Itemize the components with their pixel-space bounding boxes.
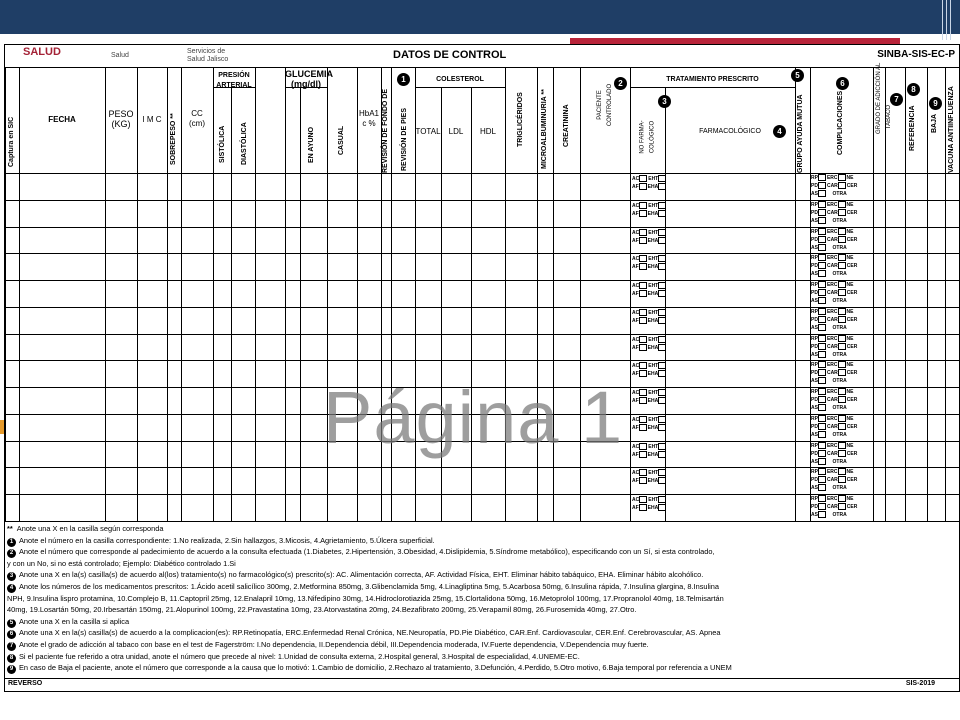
no-farma-checks[interactable]: AC EHT AF EHA — [632, 282, 667, 298]
instruction-line — [7, 594, 724, 603]
instruction-line — [7, 570, 703, 581]
instruction-text: En caso de Baja el paciente, anote el número que corresponde a la causa que lo motivó: 1.Cambio de domicilio, 2.Rechazo al tratamiento, 3.Defunción, 4.Perdido, 5.Otro motivo, 6.Baja temporal por referencia a UNEM — [19, 663, 732, 673]
grid-column-line — [213, 67, 214, 521]
vacuna-header: VACUNA ANTIINFLUENZA — [948, 86, 955, 173]
slide-top-bar — [0, 0, 960, 34]
page-watermark: Página 1 — [323, 376, 624, 459]
instruction-text: Anote una X en la(s) casilla(s) de acuerdo al(los) tratamiento(s) no farmacológico(s) prescrito(s): AC. Alimentación correcta, AF. Actividad Física, EHT. Eliminar hábito tabáquico, EHA. Eliminar hábito alcohólico. — [19, 570, 704, 580]
form-footer — [5, 678, 959, 691]
form-title: DATOS DE CONTROL — [393, 49, 507, 61]
grid-column-line — [167, 67, 168, 521]
complications-checks[interactable]: RP ERC NE PD CAR CER AS OTRA — [811, 468, 858, 491]
instruction-text: Anote el número que corresponde al padecimiento de acuerdo a la consulta efectuada (1.Diabetes, 2.Hipertensión, 3.Obesidad, 4.Dislipidemia, 5.Síndrome metabólico), especificando con un Sí, si esta controlado, — [19, 547, 715, 557]
fondo-ojo-header: REVISIÓN DE FONDO DE — [382, 88, 389, 173]
instructions-section — [5, 521, 959, 682]
ayuno-header: EN AYUNO — [308, 126, 315, 163]
control-data-form — [4, 44, 960, 692]
grid-column-line — [905, 67, 906, 521]
grid-column-line — [630, 67, 631, 521]
grid-group-line — [415, 87, 505, 88]
presion-header: PRESIÓN ARTERIAL — [216, 72, 252, 89]
hdl-header: HDL — [479, 127, 496, 136]
footer-left: REVERSO — [8, 680, 43, 687]
instruction-line — [7, 617, 129, 628]
note-number: 9 — [7, 665, 16, 674]
instruction-text: 40mg, 19.Losartán 50mg, 20.Irbesartán 150mg, 21.Alopurinol 100mg, 22.Pravastatina 10mg, 23.Atorvastatina 20mg, 24.Bezafibrato 200mg, 25.Verapamil 80mg, 26.Furosemida 40mg, 27.Otro. — [7, 605, 637, 615]
complications-checks[interactable]: RP ERC NE PD CAR CER AS OTRA — [811, 335, 858, 358]
grid-column-line — [927, 67, 928, 521]
total-header: TOTAL — [415, 127, 441, 136]
badge-5: 5 — [791, 69, 804, 82]
note-number: 4 — [7, 584, 16, 593]
grid-column-line — [873, 67, 874, 521]
badge-6: 6 — [836, 77, 849, 90]
badge-7: 7 — [890, 93, 903, 106]
complications-checks[interactable]: RP ERC NE PD CAR CER AS OTRA — [811, 442, 858, 465]
note-number: 3 — [7, 572, 16, 581]
fecha-header: FECHA — [48, 115, 76, 124]
note-number: 5 — [7, 619, 16, 628]
no-farma-checks[interactable]: AC EHT AF EHA — [632, 362, 667, 378]
jalisco-logo: Servicios de Salud Jalisco — [187, 48, 229, 63]
instruction-line — [7, 652, 580, 663]
ldl-header: LDL — [448, 127, 464, 136]
instruction-line — [7, 559, 236, 568]
instruction-text: Si el paciente fue referido a otra unidad, anote el número que precede al nivel: 1.Unidad de consulta externa, 2.Hospital general, 3.Hospital de especialidad, 4.UNEME-EC. — [19, 651, 580, 661]
badge-4: 4 — [773, 125, 786, 138]
captura-header: Captura en SIC — [8, 116, 15, 167]
grid-column-line — [231, 87, 232, 521]
complications-checks[interactable]: RP ERC NE PD CAR CER AS OTRA — [811, 254, 858, 277]
pies-header: REVISIÓN DE PIES — [401, 107, 408, 171]
instruction-line — [7, 536, 435, 547]
no-farma-checks[interactable]: AC EHT AF EHA — [632, 496, 667, 512]
instruction-text: Anote una X en la casilla según corresponda — [16, 524, 164, 533]
note-number: 2 — [7, 549, 16, 558]
grid-column-line — [5, 67, 6, 521]
salud-sub-logo: Salud — [111, 52, 129, 59]
decorative-lines — [940, 0, 954, 48]
grado-adiccion-header: GRADO DE ADICCIÓN AL TABACO — [876, 62, 892, 134]
complications-checks[interactable]: RP ERC NE PD CAR CER AS OTRA — [811, 201, 858, 224]
grid-column-line — [945, 67, 946, 521]
glucemia-header: GLUCEMIA (mg/dl) — [285, 69, 333, 89]
instruction-text: Anote el número en la casilla correspondiente: 1.No realizada, 2.Sin hallazgos, 3.Micosis, 4.Agrietamiento, 5.Úlcera superficial. — [19, 535, 435, 545]
instruction-text: Anote una X en la(s) casilla(s) de acuerdo a la complicacion(es): RP.Retinopatía, ERC.Enfermedad Renal Crónica, NE.Neuropatía, PD.Pie Diabético, CAR.Enf. Cardiovascular, CER.Enf. Cerebrovascular, AS. Apnea — [19, 628, 721, 638]
baja-header: BAJA — [931, 113, 938, 133]
instruction-text: NPH, 9.Insulina lispro protamina, 10.Complejo B, 11.Captopril 25mg, 12.Enalapril 10mg, 13.Nifedipino 30mg, 14.Hidroclorotiazida 25mg, 15.Clortalidona 50mg, 16.Metoprolol 100mg, 17.Propranolol 40mg, 18.Telmisartán — [7, 593, 724, 603]
note-number: 1 — [7, 538, 16, 547]
instruction-line — [7, 582, 719, 593]
grid-column-line — [137, 67, 138, 521]
instruction-text: y con un No, si no está controlado; Ejemplo: Diabético controlado 1.Si — [7, 558, 236, 568]
tratamiento-header: TRATAMIENTO PRESCRITO — [666, 76, 759, 83]
badge-3: 3 — [658, 95, 671, 108]
complications-checks[interactable]: RP ERC NE PD CAR CER AS OTRA — [811, 174, 858, 197]
instruction-line — [7, 663, 732, 674]
diastolica-header: DIASTÓLICA — [241, 122, 248, 165]
complications-checks[interactable]: RP ERC NE PD CAR CER AS OTRA — [811, 281, 858, 304]
trigliceridos-header: TRIGLICÉRIDOS — [517, 92, 524, 147]
no-farma-checks[interactable]: AC EHT AF EHA — [632, 202, 667, 218]
instruction-text: Anote una X en la casilla si aplica — [19, 616, 130, 626]
cc-header: CC (cm) — [189, 109, 205, 128]
farmacologico-header: FARMACOLÓGICO — [699, 128, 761, 135]
grid-column-line — [105, 67, 106, 521]
grid-column-line — [181, 67, 182, 521]
instruction-line — [7, 640, 649, 651]
grid-group-line — [630, 87, 795, 88]
grid-column-line — [285, 67, 286, 521]
no-farma-checks[interactable]: AC EHT AF EHA — [632, 469, 667, 485]
grupo-ayuda-header: GRUPO AYUDA MUTUA — [797, 94, 804, 173]
sistolica-header: SISTÓLICA — [219, 125, 226, 163]
grid-column-line — [885, 67, 886, 521]
salud-logo: SALUD — [23, 46, 61, 58]
footer-right: SIS-2019 — [905, 680, 935, 687]
complications-checks[interactable]: RP ERC NE PD CAR CER AS OTRA — [811, 308, 858, 331]
paciente-controlado-header: PACIENTE CONTROLADO — [597, 83, 613, 127]
complicaciones-header: COMPLICACIONES — [837, 90, 844, 155]
instruction-line — [7, 547, 715, 558]
form-code: SINBA-SIS-EC-P — [877, 49, 955, 60]
note-number: 6 — [7, 630, 16, 639]
casual-header: CASUAL — [338, 125, 345, 155]
no-farma-header: NO FARMA- COLÓGICO — [639, 120, 656, 154]
no-farma-checks[interactable]: AC EHT AF EHA — [632, 229, 667, 245]
no-farma-checks[interactable]: AC EHT AF EHA — [632, 416, 667, 432]
no-farma-checks[interactable]: AC EHT AF EHA — [632, 175, 667, 191]
grid-column-line — [795, 67, 796, 521]
no-farma-checks[interactable]: AC EHT AF EHA — [632, 336, 667, 352]
hba1c-header: HbA1 c % — [358, 109, 379, 128]
imc-header: I M C — [142, 115, 162, 124]
complications-checks[interactable]: RP ERC NE PD CAR CER AS OTRA — [811, 228, 858, 251]
no-farma-checks[interactable]: AC EHT AF EHA — [632, 443, 667, 459]
instruction-line: ** Anote una X en la casilla según corresponda — [7, 524, 164, 533]
grid-column-line — [300, 87, 301, 521]
instruction-line — [7, 605, 636, 614]
note-number: 8 — [7, 654, 16, 663]
note-number: 7 — [7, 642, 16, 651]
no-farma-checks[interactable]: AC EHT AF EHA — [632, 309, 667, 325]
badge-1: 1 — [397, 73, 410, 86]
badge-2: 2 — [614, 77, 627, 90]
form-header — [5, 45, 959, 68]
no-farma-checks[interactable]: AC EHT AF EHA — [632, 389, 667, 405]
referencia-header: REFERENCIA — [909, 105, 916, 151]
grid-column-line — [19, 67, 20, 521]
grid-column-line — [255, 67, 256, 521]
instruction-text: Anote el grado de adicción al tabaco con base en el test de Fagerström: I.No dependencia, II.Dependencia débil, III.Dependencia moderada, IV.Fuerte dependencia, V.Dependencia muy fuerte. — [19, 640, 649, 649]
badge-9: 9 — [929, 97, 942, 110]
no-farma-checks[interactable]: AC EHT AF EHA — [632, 255, 667, 271]
badge-8: 8 — [907, 83, 920, 96]
peso-header: PESO (KG) — [108, 109, 134, 129]
creatinina-header: CREATININA — [563, 104, 570, 147]
complications-checks[interactable]: RP ERC NE PD CAR CER AS OTRA — [811, 415, 858, 438]
instruction-text: Anote los números de los medicamentos prescritos: 1.Ácido acetil salicílico 300mg, 2.Metformina 850mg, 3.Glibenclamida 5mg, 4.Linagliptina 5mg, 5.Acarbosa 50mg, 6.Insulina rápida, 7.Insulina glargina, 8.Insulina — [19, 582, 720, 591]
microalbuminuria-header: MICROALBUMINURIA ** — [541, 89, 548, 169]
colesterol-header: COLESTEROL — [436, 76, 484, 83]
complications-checks[interactable]: RP ERC NE PD CAR CER AS OTRA — [811, 361, 858, 384]
complications-checks[interactable]: RP ERC NE PD CAR CER AS OTRA — [811, 388, 858, 411]
complications-checks[interactable]: RP ERC NE PD CAR CER AS OTRA — [811, 495, 858, 518]
sobrepeso-header: SOBREPESO ** — [170, 113, 177, 165]
instruction-line — [7, 628, 721, 639]
